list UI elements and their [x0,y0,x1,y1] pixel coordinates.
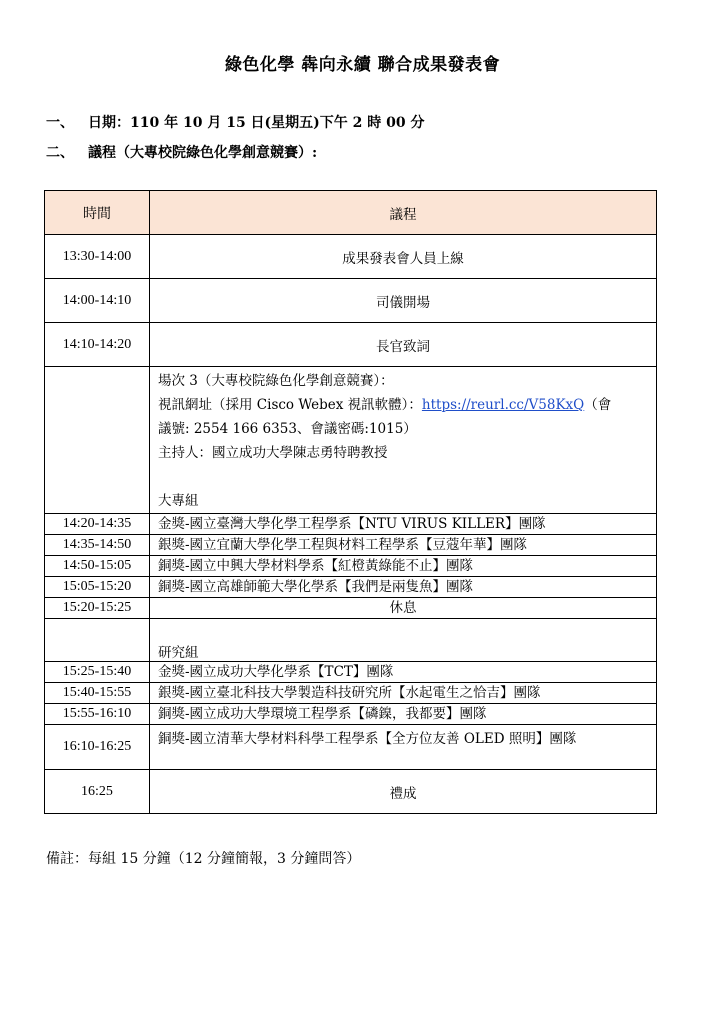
row-text: 銀獎-國立宜蘭大學化學工程與材料工程學系【豆蔻年華】團隊 [150,535,657,556]
footnote: 備註：每組 15 分鐘（12 分鐘簡報，3 分鐘問答） [46,851,361,867]
video-url-prefix: 視訊網址（採用 Cisco Webex 視訊軟體）： [158,397,422,413]
row-time: 14:20-14:35 [45,514,150,535]
agenda-table [44,190,657,814]
table-row [45,514,657,535]
research-group-row [45,619,657,662]
row-text: 銅獎-國立成功大學環境工程學系【磷鎳，我都要】團隊 [150,704,657,725]
row-text: 銅獎-國立高雄師範大學化學系【我們是兩隻魚】團隊 [150,577,657,598]
row-time: 15:05-15:20 [45,577,150,598]
row-time: 14:10-14:20 [45,323,150,367]
group-label: 大專組 [158,493,199,509]
document-title: 綠色化學 犇向永續 聯合成果發表會 [224,55,501,75]
row-time: 15:55-16:10 [45,704,150,725]
row-time: 15:25-15:40 [45,662,150,683]
row-time-empty [45,619,150,662]
closing-row [45,770,657,814]
row-time: 16:10-16:25 [45,725,150,770]
table-row [45,279,657,323]
row-text: 金獎-國立成功大學化學系【TCT】團隊 [150,662,657,683]
row-time: 15:40-15:55 [45,683,150,704]
table-row [45,577,657,598]
row-text: 長官致詞 [150,323,657,367]
row-text: 成果發表會人員上線 [150,235,657,279]
table-row [45,662,657,683]
table-row [45,323,657,367]
row-time: 13:30-14:00 [45,235,150,279]
date-text: 日期：110 年 10 月 15 日(星期五)下午 2 時 00 分 [88,115,425,131]
row-time: 14:35-14:50 [45,535,150,556]
row-time-empty [45,367,150,514]
meeting-info-line: 議號: 2554 166 6353、會議密碼:1015） [158,421,417,437]
spacer [158,465,648,489]
row-text: 銅獎-國立中興大學材料學系【紅橙黃綠能不止】團隊 [150,556,657,577]
row-text: 銀獎-國立臺北科技大學製造科技研究所【水起電生之恰吉】團隊 [150,683,657,704]
session-info-row [45,367,657,514]
agenda-heading-text: 議程（大專校院綠色化學創意競賽）: [88,145,318,161]
row-time: 15:20-15:25 [45,598,150,619]
table-row [45,704,657,725]
row-text: 金獎-國立臺灣大學化學工程學系【NTU VIRUS KILLER】團隊 [150,514,657,535]
item-number: 二、 [46,145,74,161]
table-row [45,725,657,770]
row-text: 司儀開場 [150,279,657,323]
row-text: 銅獎-國立清華大學材料科學工程學系【全方位友善 OLED 照明】團隊 [150,725,657,770]
session-info-cell [150,367,657,514]
video-url-suffix: （會 [584,397,612,413]
date-item [46,112,425,132]
group-label: 研究組 [150,619,657,662]
item-number: 一、 [46,115,74,131]
table-row [45,556,657,577]
header-time: 時間 [45,191,150,235]
break-row [45,598,657,619]
row-text: 禮成 [150,770,657,814]
table-row [45,235,657,279]
agenda-item [46,142,317,162]
video-link[interactable]: https://reurl.cc/V58KxQ [421,397,585,413]
table-header-row [45,191,657,235]
table-row [45,535,657,556]
row-text: 休息 [150,598,657,619]
video-url-line [158,393,648,417]
host-line: 主持人：國立成功大學陳志勇特聘教授 [158,445,388,461]
header-agenda: 議程 [150,191,657,235]
row-time: 14:50-15:05 [45,556,150,577]
session-line: 場次 3（大專校院綠色化學創意競賽）： [158,373,394,389]
row-time: 14:00-14:10 [45,279,150,323]
row-time: 16:25 [45,770,150,814]
table-row [45,683,657,704]
